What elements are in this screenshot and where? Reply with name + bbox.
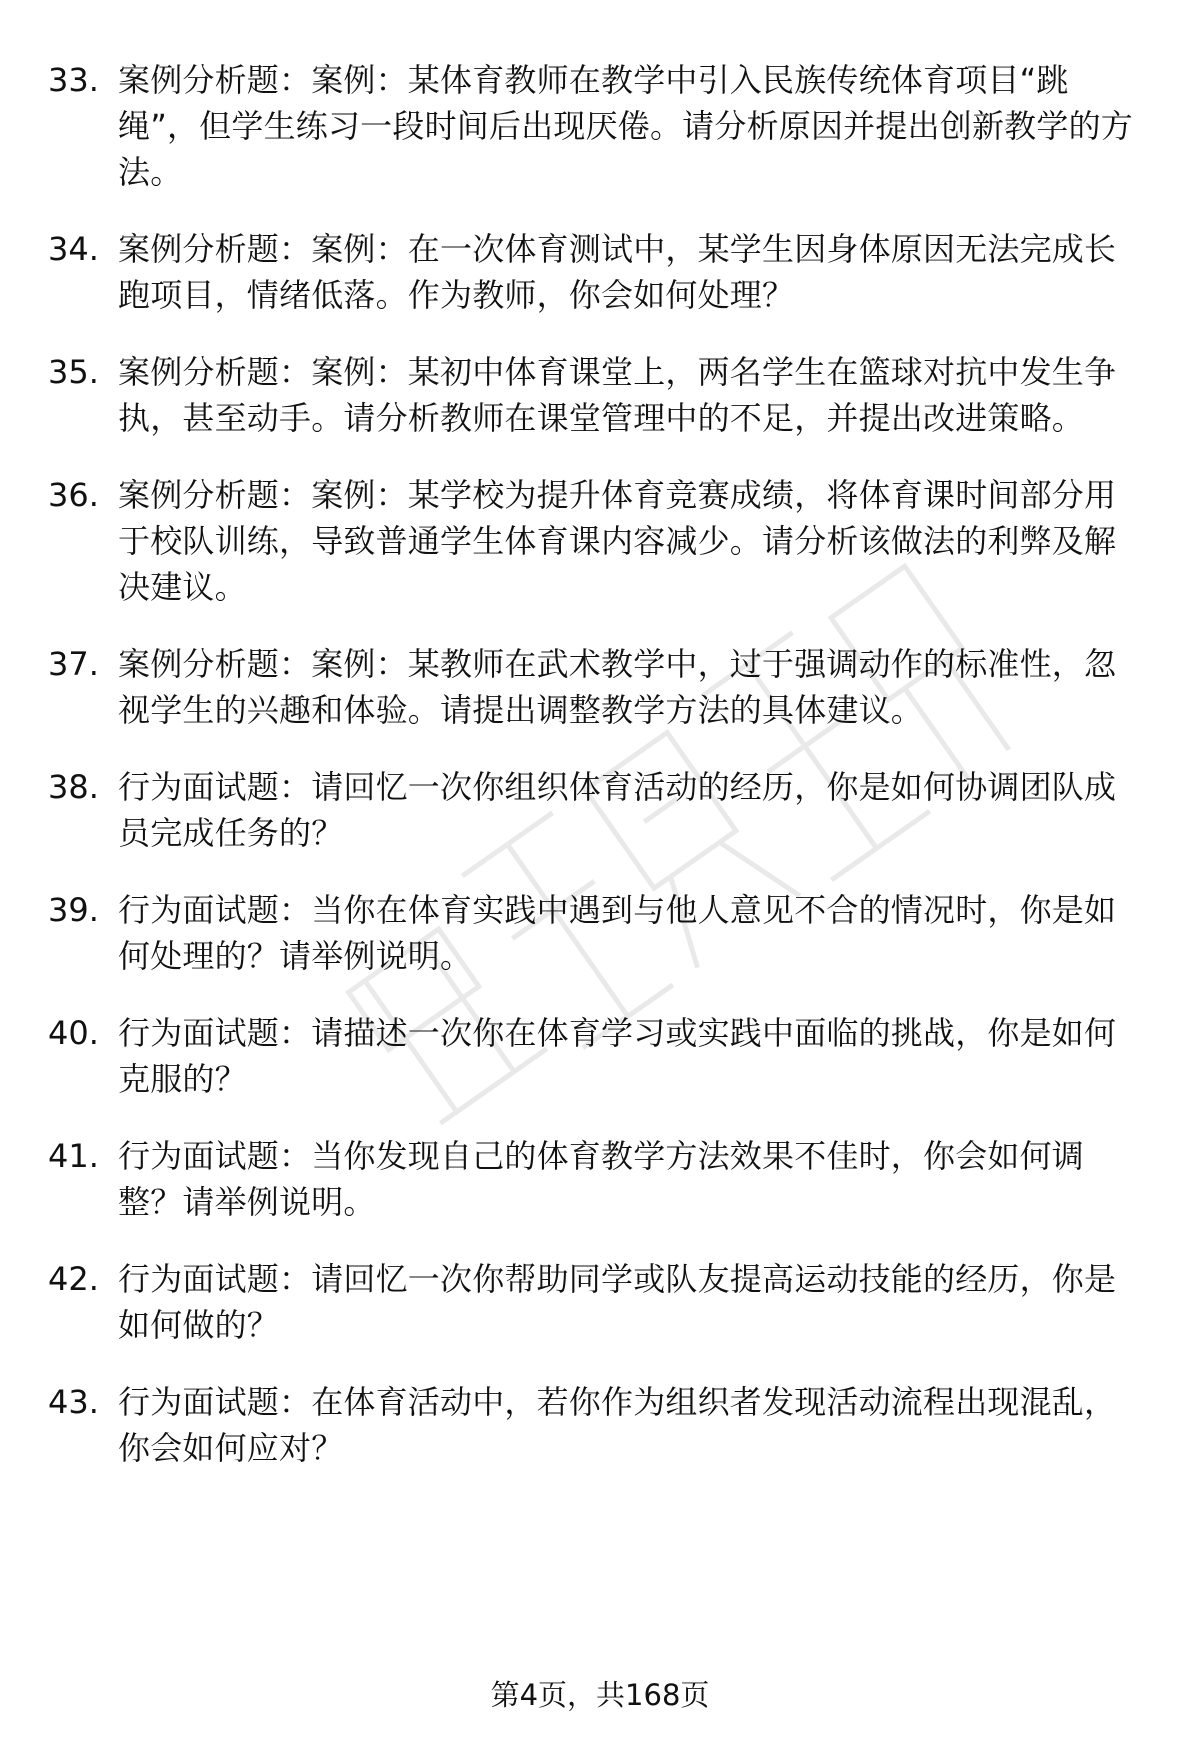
page-footer — [0, 1675, 1200, 1715]
question-item-35 — [48, 349, 1158, 441]
question-text: 行为面试题：请回忆一次你组织体育活动的经历，你是如何协调团队成员完成任务的？ — [118, 768, 1117, 852]
question-item-34 — [48, 226, 1158, 318]
question-item-37 — [48, 641, 1158, 733]
question-item-39 — [48, 887, 1158, 979]
question-item-33 — [48, 57, 1158, 195]
question-item-43 — [48, 1379, 1158, 1471]
question-text: 行为面试题：请回忆一次你帮助同学或队友提高运动技能的经历，你是如何做的？ — [118, 1260, 1117, 1344]
question-text: 案例分析题：案例：在一次体育测试中，某学生因身体原因无法完成长跑项目，情绪低落。作为教师，你会如何处理？ — [118, 230, 1117, 314]
question-number: 41. — [48, 1137, 99, 1175]
question-text: 案例分析题：案例：某学校为提升体育竞赛成绩，将体育课时间部分用于校队训练，导致普通学生体育课内容减少。请分析该做法的利弊及解决建议。 — [118, 476, 1117, 606]
question-number: 42. — [48, 1260, 99, 1298]
question-text: 案例分析题：案例：某教师在武术教学中，过于强调动作的标准性，忽视学生的兴趣和体验。请提出调整教学方法的具体建议。 — [118, 645, 1117, 729]
question-text: 案例分析题：案例：某初中体育课堂上，两名学生在篮球对抗中发生争执，甚至动手。请分析教师在课堂管理中的不足，并提出改进策略。 — [118, 353, 1117, 437]
question-text: 行为面试题：当你发现自己的体育教学方法效果不佳时，你会如何调整？请举例说明。 — [118, 1137, 1085, 1221]
question-number: 35. — [48, 353, 99, 391]
question-text: 行为面试题：请描述一次你在体育学习或实践中面临的挑战，你是如何克服的？ — [118, 1014, 1117, 1098]
question-text: 行为面试题：当你在体育实践中遇到与他人意见不合的情况时，你是如何处理的？请举例说明。 — [118, 891, 1117, 975]
question-number: 38. — [48, 768, 99, 806]
question-number: 37. — [48, 645, 99, 683]
question-item-41 — [48, 1133, 1158, 1225]
question-text: 行为面试题：在体育活动中，若你作为组织者发现活动流程出现混乱，你会如何应对？ — [118, 1383, 1117, 1467]
question-number: 40. — [48, 1014, 99, 1052]
question-number: 36. — [48, 476, 99, 514]
question-number: 39. — [48, 891, 99, 929]
question-text: 案例分析题：案例：某体育教师在教学中引入民族传统体育项目“跳绳”，但学生练习一段时间后出现厌倦。请分析原因并提出创新教学的方法。 — [118, 61, 1133, 191]
question-list — [48, 57, 1158, 1502]
page-number-label: 第4页，共168页 — [490, 1678, 710, 1712]
question-item-42 — [48, 1256, 1158, 1348]
question-number: 34. — [48, 230, 99, 268]
question-item-40 — [48, 1010, 1158, 1102]
question-number: 43. — [48, 1383, 99, 1421]
question-item-36 — [48, 472, 1158, 610]
question-number: 33. — [48, 61, 99, 99]
question-item-38 — [48, 764, 1158, 856]
